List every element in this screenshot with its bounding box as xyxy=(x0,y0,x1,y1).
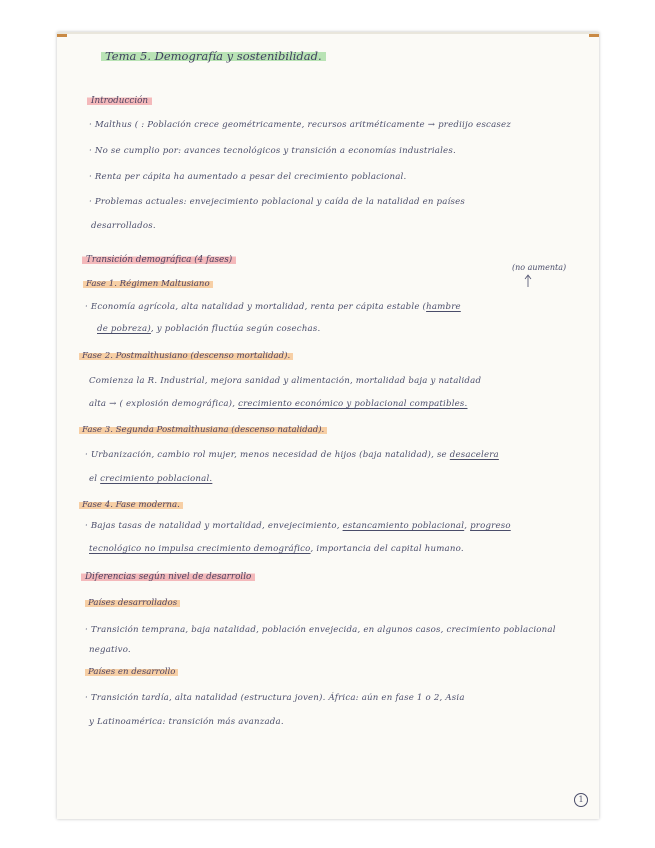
en-desarrollo-heading: Países en desarrollo xyxy=(85,667,178,677)
intro-line-2: · No se cumplio por: avances tecnológicos y transición a economías industriales. xyxy=(89,146,456,156)
fase2-line-2: alta → ( explosión demográfica), crecimiento económico y poblacional compatibles. xyxy=(89,399,468,409)
desarrollados-heading: Países desarrollados xyxy=(85,598,180,608)
desarrollados-line-2: negativo. xyxy=(89,645,131,655)
intro-line-3: · Renta per cápita ha aumentado a pesar del crecimiento poblacional. xyxy=(89,172,407,182)
fase3-heading: Fase 3. Segunda Postmalthusiana (descenso natalidad). xyxy=(79,425,327,435)
fase1-line-2: de pobreza), y población fluctúa según cosechas. xyxy=(97,324,321,334)
intro-line-5: desarrollados. xyxy=(91,221,156,231)
page-corner-left xyxy=(57,34,67,47)
fase3-line-2: el crecimiento poblacional. xyxy=(89,474,213,484)
en-desarrollo-line-2: y Latinoamérica: transición más avanzada. xyxy=(89,717,284,727)
intro-line-1: · Malthus ( : Población crece geométricamente, recursos aritméticamente → prediijo escasez xyxy=(89,120,512,130)
page-number: 1 xyxy=(574,793,588,807)
no-aumenta-note: (no aumenta) xyxy=(512,263,567,272)
fase1-line-1: · Economía agrícola, alta natalidad y mortalidad, renta per cápita estable (hambre xyxy=(85,302,461,312)
transicion-heading: Transición demográfica (4 fases) xyxy=(82,255,236,265)
intro-line-4: · Problemas actuales: envejecimiento poblacional y caída de la natalidad en países xyxy=(89,197,466,207)
intro-heading: Introducción xyxy=(87,96,152,106)
diferencias-heading: Diferencias según nivel de desarrollo xyxy=(81,572,255,582)
page-corner-right xyxy=(589,34,599,47)
fase4-line-1: · Bajas tasas de natalidad y mortalidad, envejecimiento, estancamiento poblacional, progreso xyxy=(85,521,511,531)
en-desarrollo-line-1: · Transición tardía, alta natalidad (estructura joven). África: aún en fase 1 o 2, Asia xyxy=(85,693,465,703)
fase2-line-1: Comienza la R. Industrial, mejora sanidad y alimentación, mortalidad baja y natalidad xyxy=(89,376,482,386)
fase4-line-2: tecnológico no impulsa crecimiento demográfico, importancia del capital humano. xyxy=(89,544,464,554)
page-title: Tema 5. Demografía y sostenibilidad. xyxy=(101,49,326,63)
notebook-page xyxy=(57,32,599,819)
fase3-line-1: · Urbanización, cambio rol mujer, menos necesidad de hijos (baja natalidad), se desacelera xyxy=(85,450,499,460)
arrow-up-icon xyxy=(522,274,534,288)
desarrollados-line-1: · Transición temprana, baja natalidad, población envejecida, en algunos casos, crecimiento poblacional xyxy=(85,625,556,635)
fase4-heading: Fase 4. Fase moderna. xyxy=(79,500,183,510)
fase1-heading: Fase 1. Régimen Maltusiano xyxy=(83,279,213,289)
fase2-heading: Fase 2. Postmalthusiano (descenso mortalidad). xyxy=(79,351,293,361)
